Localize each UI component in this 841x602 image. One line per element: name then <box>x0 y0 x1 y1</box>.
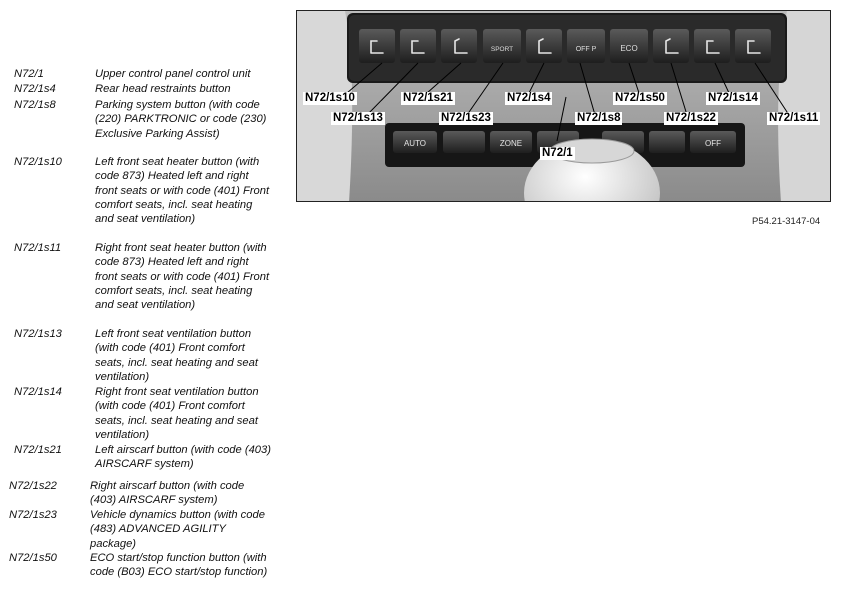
legend-description: ECO start/stop function button (with code (B03) ECO start/stop function) <box>90 552 268 579</box>
sport-label: SPORT <box>490 46 514 53</box>
legend-code: N72/1s23 <box>9 509 57 521</box>
callout-n72-1s11: N72/1s11 <box>769 112 819 124</box>
legend-code: N72/1s50 <box>9 552 57 564</box>
callout-n72-1s13: N72/1s13 <box>333 112 383 124</box>
legend-code: N72/1 <box>14 68 44 80</box>
right-seat-heater-button <box>735 29 771 63</box>
legend-code: N72/1s13 <box>14 328 62 340</box>
eco-label: ECO <box>620 44 638 53</box>
legend-code: N72/1s11 <box>14 242 62 254</box>
legend-description: Vehicle dynamics button (with code (483) ADVANCED AGILITY package) <box>90 509 265 550</box>
legend-code: N72/1s4 <box>14 83 56 95</box>
off-label: OFF <box>705 139 721 148</box>
legend-code: N72/1s14 <box>14 386 62 398</box>
parking-label: OFF P <box>575 46 597 53</box>
control-panel-illustration <box>297 11 831 202</box>
figure-reference: P54.21-3147-04 <box>752 216 821 227</box>
right-airscarf-button <box>653 29 689 63</box>
legend-description: Rear head restraints button <box>95 83 231 95</box>
callout-n72-1s50: N72/1s50 <box>615 92 665 104</box>
legend-description: Upper control panel control unit <box>95 68 251 80</box>
legend-code: N72/1s8 <box>14 99 56 111</box>
right-seat-ventilation-button <box>694 29 730 63</box>
legend-description: Left front seat heater button (with code 873) Heated left and right front seats or with code (401) Front comfort seats, incl. seat heating and seat ventilation) <box>95 156 270 226</box>
left-seat-ventilation-button <box>400 29 436 63</box>
legend-description: Left airscarf button (with code (403) AIRSCARF system) <box>95 444 271 471</box>
legend-list <box>0 0 290 602</box>
callout-n72-1s10: N72/1s10 <box>305 92 355 104</box>
legend-description: Right front seat ventilation button (with code (401) Front comfort seats, incl. seat heating and seat ventilation) <box>95 386 259 441</box>
callout-n72-1s22: N72/1s22 <box>666 112 716 124</box>
callout-n72-1s8: N72/1s8 <box>577 112 621 124</box>
callout-n72-1s14: N72/1s14 <box>708 92 758 104</box>
legend-description: Right airscarf button (with code (403) AIRSCARF system) <box>90 480 245 507</box>
legend-description: Left front seat ventilation button (with code (401) Front comfort seats, incl. seat heating and seat ventilation) <box>95 328 258 383</box>
callout-n72-1s4: N72/1s4 <box>507 92 551 104</box>
zone-label: ZONE <box>499 139 523 148</box>
legend-code: N72/1s22 <box>9 480 57 492</box>
legend-code: N72/1s10 <box>14 156 62 168</box>
control-panel-photo <box>296 10 831 202</box>
legend-code: N72/1s21 <box>14 444 62 456</box>
left-airscarf-button <box>441 29 477 63</box>
rear-head-restraints-button <box>526 29 562 63</box>
callout-n72-1: N72/1 <box>542 147 573 159</box>
callout-n72-1s23: N72/1s23 <box>441 112 491 124</box>
legend-description: Right front seat heater button (with code 873) Heated left and right front seats or with code (401) Front comfort seats, incl. seat heating and seat ventilation) <box>95 242 270 312</box>
left-seat-heater-button <box>359 29 395 63</box>
callout-n72-1s21: N72/1s21 <box>403 92 453 104</box>
legend-description: Parking system button (with code (220) PARKTRONIC or code (230) Exclusive Parking Assist) <box>95 99 267 140</box>
auto-label: AUTO <box>403 139 427 148</box>
